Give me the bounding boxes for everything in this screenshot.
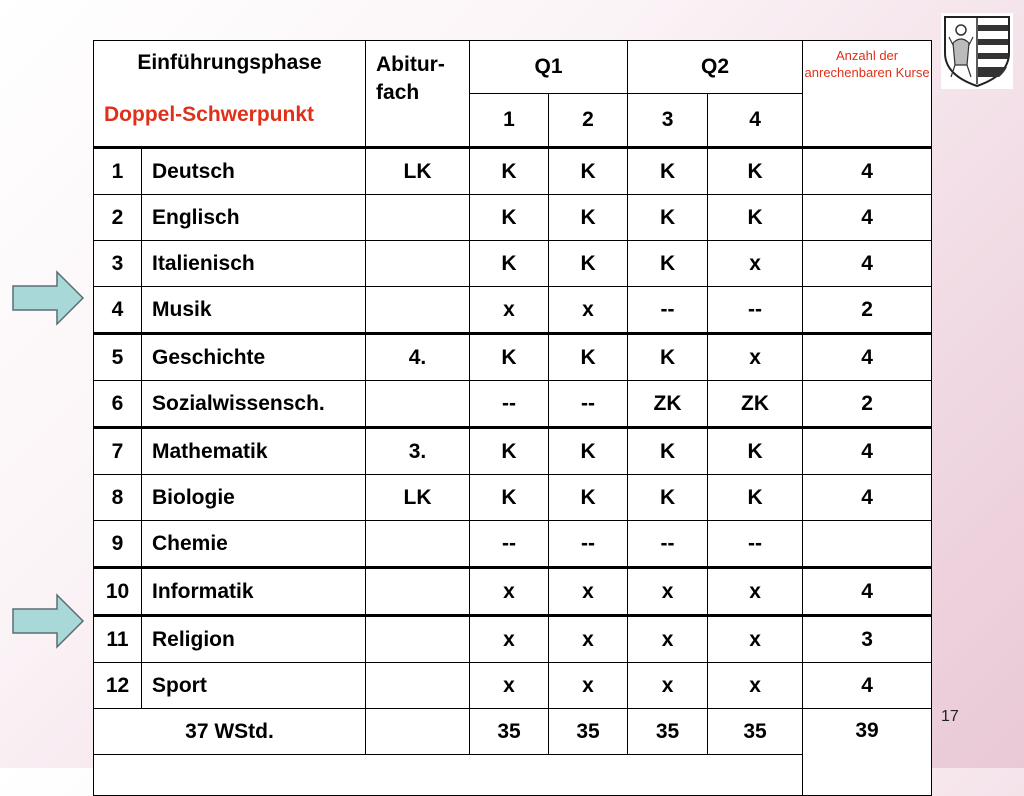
subject-name: Sport (142, 663, 366, 709)
semester-cell: K (708, 148, 803, 195)
semester-cell: -- (708, 287, 803, 334)
table-row (94, 381, 932, 428)
subject-name: Sozialwissensch. (142, 381, 366, 428)
abitur-cell: 4. (366, 334, 470, 381)
row-number: 11 (94, 616, 142, 663)
row-number: 7 (94, 428, 142, 475)
total-cell: 35 (470, 709, 549, 755)
semester-cell: -- (708, 521, 803, 568)
row-number: 5 (94, 334, 142, 381)
row-number: 8 (94, 475, 142, 521)
abitur-header-line2: fach (376, 81, 420, 104)
subcol-header: 1 (470, 93, 549, 147)
semester-cell: -- (470, 381, 549, 428)
row-number: 1 (94, 148, 142, 195)
semester-cell: ZK (708, 381, 803, 428)
row-number: 4 (94, 287, 142, 334)
table-row (94, 148, 932, 195)
semester-cell: x (628, 616, 708, 663)
semester-cell: -- (549, 521, 628, 568)
totals-row (94, 709, 932, 755)
course-table (93, 40, 932, 796)
semester-cell: x (470, 616, 549, 663)
abitur-cell (366, 663, 470, 709)
semester-cell: K (549, 475, 628, 521)
abitur-cell (366, 521, 470, 568)
semester-cell: K (470, 195, 549, 241)
count-cell: 4 (803, 568, 932, 616)
subject-name: Englisch (142, 195, 366, 241)
page-number: 17 (941, 708, 959, 725)
total-cell: 35 (628, 709, 708, 755)
semester-cell: K (549, 148, 628, 195)
subcol-header: 4 (708, 93, 803, 147)
table-row (94, 287, 932, 334)
semester-cell: K (628, 195, 708, 241)
semester-cell: K (549, 195, 628, 241)
semester-cell: x (470, 287, 549, 334)
subject-name: Biologie (142, 475, 366, 521)
subject-name: Religion (142, 616, 366, 663)
semester-cell: K (470, 475, 549, 521)
semester-cell: x (470, 568, 549, 616)
semester-cell: -- (549, 381, 628, 428)
semester-cell: K (549, 334, 628, 381)
semester-cell: x (549, 663, 628, 709)
semester-cell: K (628, 334, 708, 381)
table-row (94, 241, 932, 287)
abitur-cell: LK (366, 475, 470, 521)
row-number: 10 (94, 568, 142, 616)
total-cell: 35 (549, 709, 628, 755)
semester-cell: K (470, 334, 549, 381)
phase-title: Einführungsphase (137, 51, 322, 74)
abitur-cell (366, 195, 470, 241)
table-row (94, 334, 932, 381)
semester-cell: K (470, 148, 549, 195)
semester-cell: x (708, 568, 803, 616)
semester-cell: K (628, 475, 708, 521)
row-number: 9 (94, 521, 142, 568)
q2-header: Q2 (628, 41, 803, 94)
subject-name: Chemie (142, 521, 366, 568)
table-row (94, 428, 932, 475)
table-row (94, 475, 932, 521)
semester-cell: K (628, 428, 708, 475)
semester-cell: K (549, 241, 628, 287)
total-hours-label: 37 WStd. (94, 709, 366, 755)
abitur-header (366, 41, 470, 148)
row-number: 3 (94, 241, 142, 287)
semester-cell: K (708, 475, 803, 521)
abitur-cell (366, 241, 470, 287)
semester-cell: x (470, 663, 549, 709)
arrow-right-icon (11, 270, 85, 326)
total-count-cell: 39 (803, 709, 932, 796)
semester-cell: ZK (628, 381, 708, 428)
subject-name: Mathematik (142, 428, 366, 475)
table-row (94, 195, 932, 241)
count-cell: 4 (803, 475, 932, 521)
abitur-header-line1: Abitur- (376, 53, 445, 76)
semester-cell: K (708, 428, 803, 475)
subject-name: Informatik (142, 568, 366, 616)
semester-cell: x (549, 616, 628, 663)
semester-cell: x (549, 568, 628, 616)
footer-empty-cell (94, 755, 803, 796)
table-row (94, 616, 932, 663)
semester-cell: K (628, 148, 708, 195)
q1-header: Q1 (470, 41, 628, 94)
phase-header (94, 41, 366, 148)
semester-cell: x (708, 616, 803, 663)
subject-name: Italienisch (142, 241, 366, 287)
count-cell: 2 (803, 287, 932, 334)
semester-cell: x (628, 663, 708, 709)
table-row (94, 663, 932, 709)
abitur-cell (366, 568, 470, 616)
table-row (94, 568, 932, 616)
subject-name: Deutsch (142, 148, 366, 195)
count-cell: 4 (803, 148, 932, 195)
count-cell: 4 (803, 241, 932, 287)
subject-name: Musik (142, 287, 366, 334)
semester-cell: K (708, 195, 803, 241)
phase-subtitle: Doppel-Schwerpunkt (104, 103, 315, 126)
abitur-cell (366, 287, 470, 334)
count-cell: 4 (803, 334, 932, 381)
count-cell: 2 (803, 381, 932, 428)
row-number: 12 (94, 663, 142, 709)
count-cell: 4 (803, 663, 932, 709)
subcol-header: 2 (549, 93, 628, 147)
subject-name: Geschichte (142, 334, 366, 381)
semester-cell: x (628, 568, 708, 616)
count-cell: 4 (803, 195, 932, 241)
subcol-header: 3 (628, 93, 708, 147)
semester-cell: -- (628, 521, 708, 568)
count-cell (803, 521, 932, 568)
count-header: Anzahl der anrechenbaren Kurse (803, 41, 932, 148)
semester-cell: x (708, 241, 803, 287)
count-cell: 4 (803, 428, 932, 475)
semester-cell: K (628, 241, 708, 287)
coat-of-arms-icon (941, 13, 1013, 89)
arrow-right-icon (11, 593, 85, 649)
row-number: 6 (94, 381, 142, 428)
semester-cell: K (470, 428, 549, 475)
semester-cell: x (708, 663, 803, 709)
abitur-cell (366, 381, 470, 428)
abitur-cell: LK (366, 148, 470, 195)
total-cell: 35 (708, 709, 803, 755)
abitur-cell: 3. (366, 428, 470, 475)
count-cell: 3 (803, 616, 932, 663)
semester-cell: -- (470, 521, 549, 568)
semester-cell: K (470, 241, 549, 287)
semester-cell: K (549, 428, 628, 475)
abitur-cell (366, 709, 470, 755)
abitur-cell (366, 616, 470, 663)
semester-cell: -- (628, 287, 708, 334)
table-row (94, 521, 932, 568)
semester-cell: x (708, 334, 803, 381)
semester-cell: x (549, 287, 628, 334)
row-number: 2 (94, 195, 142, 241)
